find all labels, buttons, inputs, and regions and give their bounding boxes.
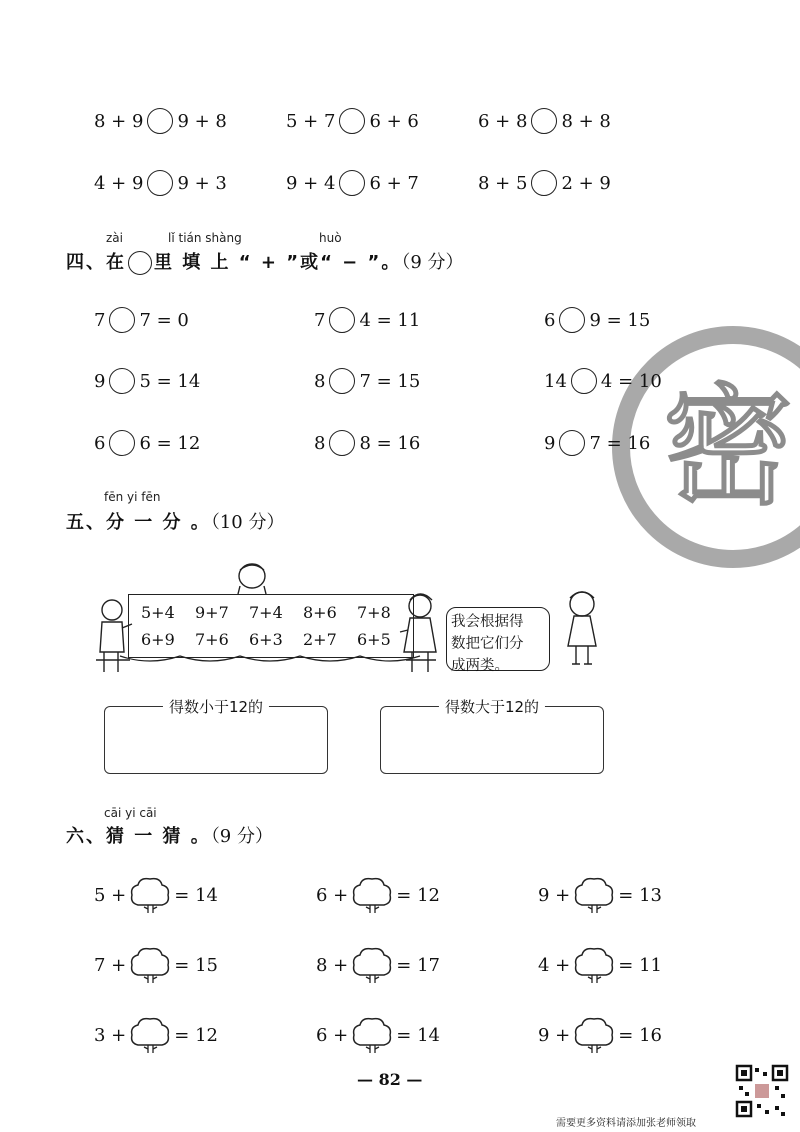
expression: 6+3 xyxy=(249,630,283,649)
section6-heading: 六、猜 一 猜 。（9 分） xyxy=(66,826,273,847)
sign-item: 9 7 = 16 xyxy=(544,430,650,456)
section4-heading: 四、在 里 填 上 “ + ”或“ − ”。（9 分） xyxy=(66,252,464,273)
sign-item: 7 7 = 0 xyxy=(94,307,189,333)
guess-item: 4 + = 11 xyxy=(538,945,662,985)
expression: 9+7 xyxy=(195,603,229,622)
compare-item: 9 + 4 6 + 7 xyxy=(286,170,419,196)
tree-icon[interactable] xyxy=(572,875,616,915)
less-than-12-box[interactable] xyxy=(104,698,328,774)
svg-text:密: 密 xyxy=(662,371,794,523)
compare-item: 6 + 8 8 + 8 xyxy=(478,108,611,134)
guess-item: 6 + = 12 xyxy=(316,875,440,915)
page-number: — 82 — xyxy=(357,1070,423,1089)
answer-circle[interactable] xyxy=(571,368,597,394)
speech-bubble: 我会根据得 数把它们分 成两类。 xyxy=(446,607,550,671)
sign-item: 7 4 = 11 xyxy=(314,307,420,333)
pinyin-huo: huò xyxy=(319,231,342,245)
section6-pinyin: cāi yi cāi xyxy=(104,806,157,820)
answer-circle[interactable] xyxy=(329,368,355,394)
guess-item: 7 + = 15 xyxy=(94,945,218,985)
expression: 7+4 xyxy=(249,603,283,622)
sign-item: 8 7 = 15 xyxy=(314,368,420,394)
answer-circle[interactable] xyxy=(339,108,365,134)
pinyin-zai: zài xyxy=(106,231,123,245)
boy-center-figure xyxy=(238,564,266,594)
tree-icon[interactable] xyxy=(350,945,394,985)
expression: 8+6 xyxy=(303,603,337,622)
answer-circle[interactable] xyxy=(531,108,557,134)
less-than-12-label: 得数小于12的 xyxy=(163,696,269,717)
guess-item: 3 + = 12 xyxy=(94,1015,218,1055)
section5-heading: 五、分 一 分 。（10 分） xyxy=(66,512,285,533)
circle-symbol-icon xyxy=(128,251,152,275)
answer-circle[interactable] xyxy=(109,368,135,394)
answer-circle[interactable] xyxy=(531,170,557,196)
tree-icon[interactable] xyxy=(572,1015,616,1055)
sign-item: 8 8 = 16 xyxy=(314,430,420,456)
sign-item: 6 9 = 15 xyxy=(544,307,650,333)
answer-circle[interactable] xyxy=(109,430,135,456)
sign-item: 9 5 = 14 xyxy=(94,368,200,394)
tree-icon[interactable] xyxy=(572,945,616,985)
answer-circle[interactable] xyxy=(339,170,365,196)
greater-than-12-label: 得数大于12的 xyxy=(439,696,545,717)
answer-circle[interactable] xyxy=(147,170,173,196)
greater-than-12-box[interactable] xyxy=(380,698,604,774)
expression: 6+5 xyxy=(357,630,391,649)
compare-item: 4 + 9 9 + 3 xyxy=(94,170,227,196)
sign-item: 14 4 = 10 xyxy=(544,368,662,394)
expression: 2+7 xyxy=(303,630,337,649)
guess-item: 9 + = 13 xyxy=(538,875,662,915)
answer-circle[interactable] xyxy=(329,307,355,333)
answer-circle[interactable] xyxy=(559,307,585,333)
guess-item: 5 + = 14 xyxy=(94,875,218,915)
answer-circle[interactable] xyxy=(329,430,355,456)
tree-icon[interactable] xyxy=(128,945,172,985)
footer-note: 需要更多资料请添加张老师领取 xyxy=(556,1118,696,1129)
compare-item: 5 + 7 6 + 6 xyxy=(286,108,419,134)
guess-item: 9 + = 16 xyxy=(538,1015,662,1055)
expression: 6+9 xyxy=(141,630,175,649)
expression: 5+4 xyxy=(141,603,175,622)
pinyin-li-tian-shang: lǐ tián shàng xyxy=(168,231,242,245)
tree-icon[interactable] xyxy=(350,875,394,915)
guess-item: 6 + = 14 xyxy=(316,1015,440,1055)
answer-circle[interactable] xyxy=(109,307,135,333)
boy-left-figure xyxy=(96,600,132,672)
expression: 7+6 xyxy=(195,630,229,649)
tree-icon[interactable] xyxy=(128,875,172,915)
qr-code-icon xyxy=(735,1064,789,1118)
sign-item: 6 6 = 12 xyxy=(94,430,200,456)
section5-pinyin: fēn yi fēn xyxy=(104,490,161,504)
guess-item: 8 + = 17 xyxy=(316,945,440,985)
compare-item: 8 + 5 2 + 9 xyxy=(478,170,611,196)
expression: 7+8 xyxy=(357,603,391,622)
tree-icon[interactable] xyxy=(128,1015,172,1055)
girl-standing-figure xyxy=(568,592,596,664)
compare-item: 8 + 9 9 + 8 xyxy=(94,108,227,134)
tree-icon[interactable] xyxy=(350,1015,394,1055)
answer-circle[interactable] xyxy=(559,430,585,456)
answer-circle[interactable] xyxy=(147,108,173,134)
